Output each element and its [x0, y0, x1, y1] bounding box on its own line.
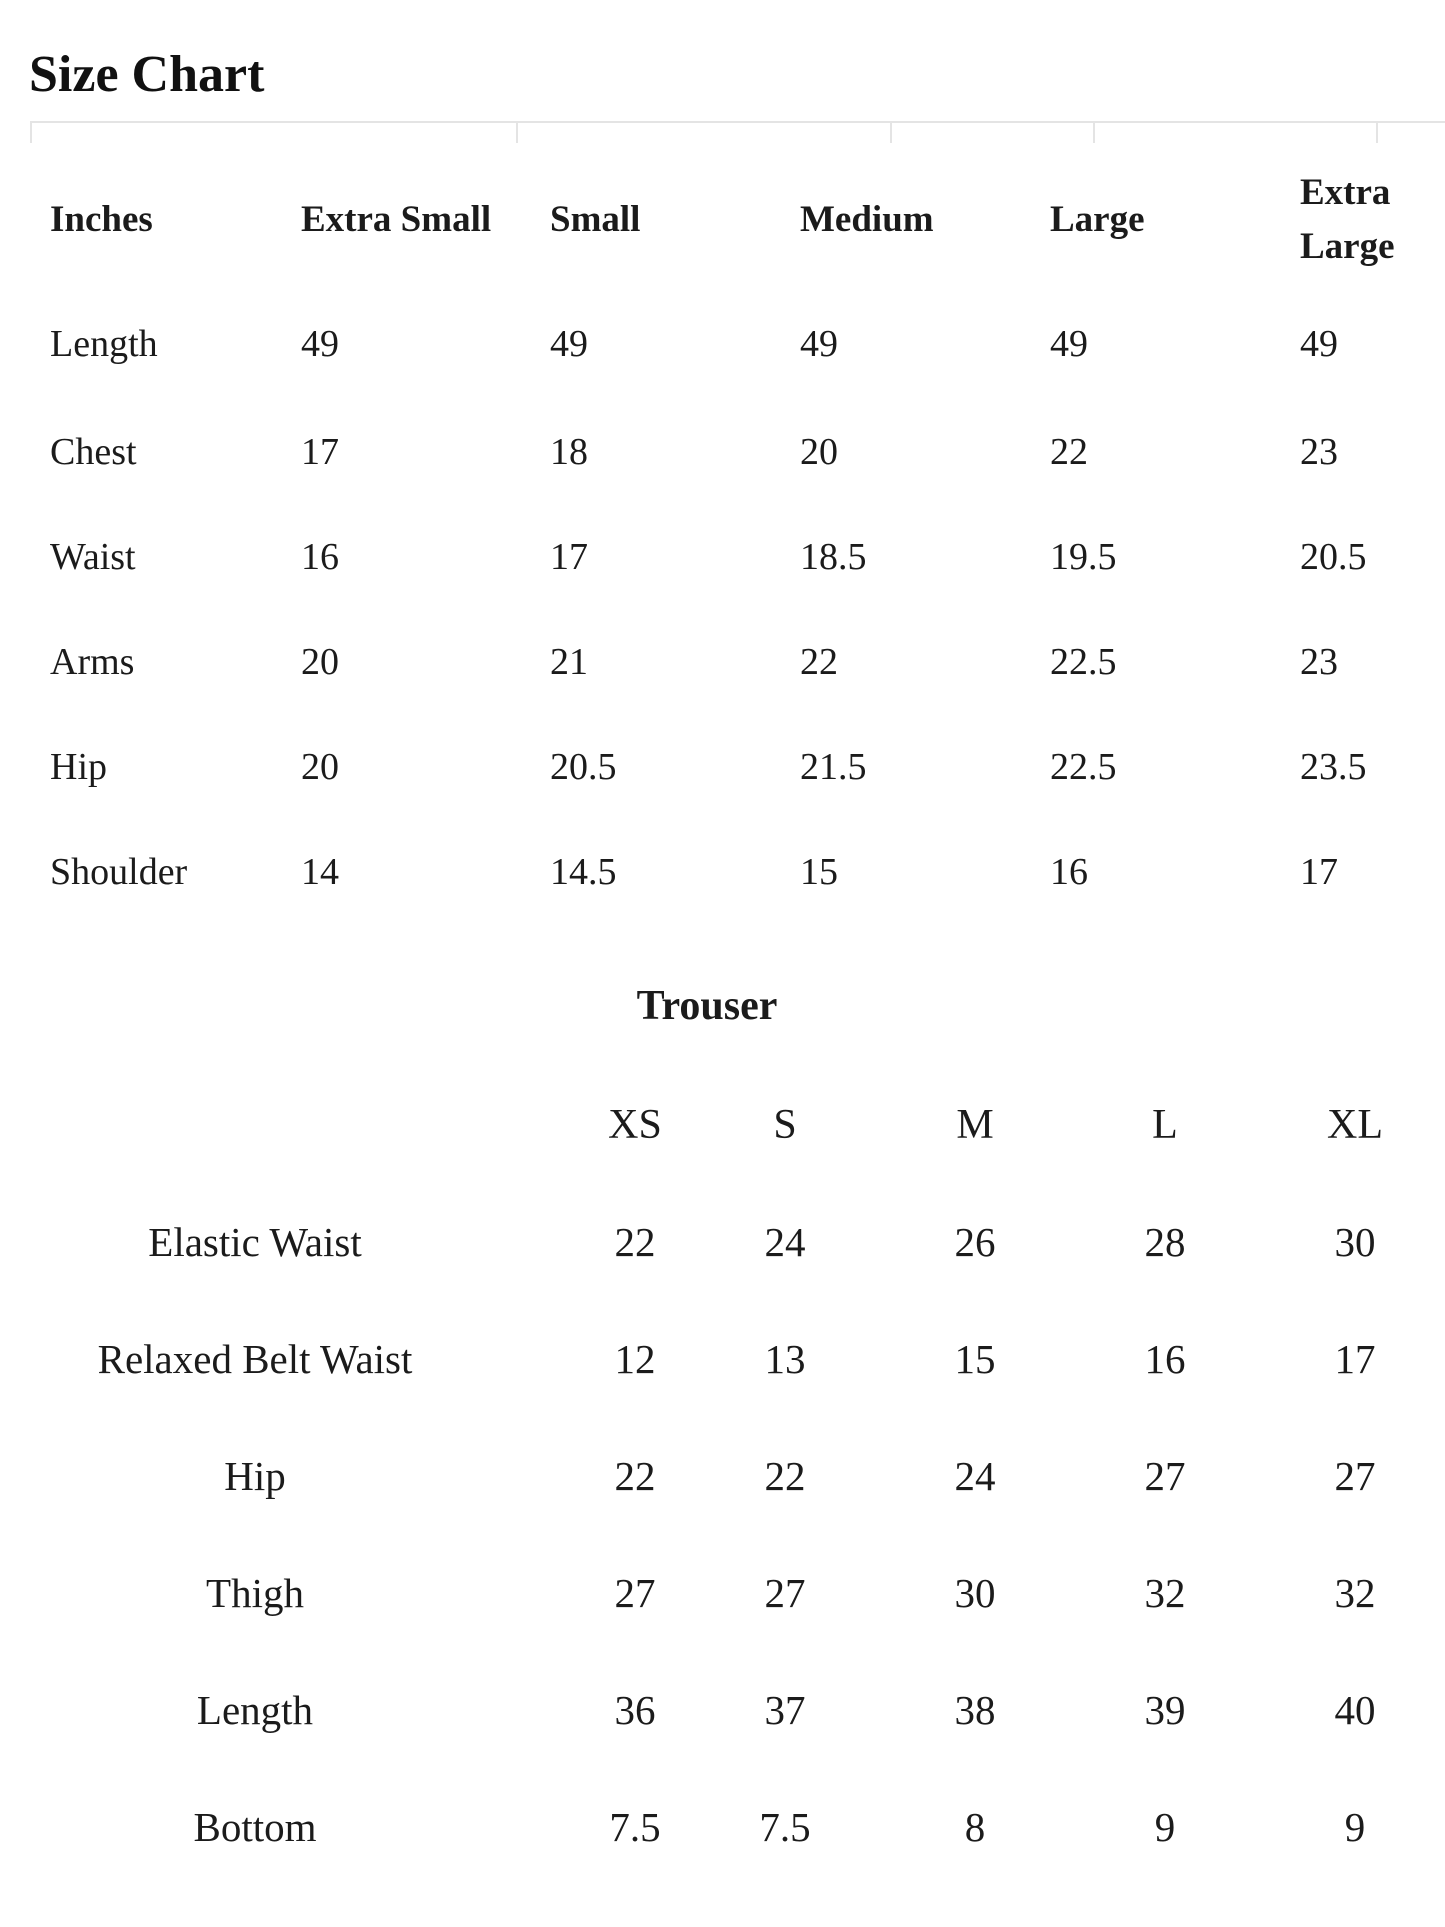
trouser-header-s: S	[773, 1101, 797, 1148]
table-cell: 22	[1050, 430, 1088, 473]
table-cell: 23	[1300, 430, 1338, 473]
table-row	[0, 1183, 1445, 1300]
column-divider	[1376, 121, 1378, 143]
table-cell: 49	[301, 323, 339, 366]
row-label: Length	[196, 1686, 314, 1733]
table-cell: 16	[1050, 850, 1088, 893]
table-row	[0, 610, 1445, 715]
table-cell: 13	[764, 1335, 806, 1382]
row-label: Elastic Waist	[148, 1218, 362, 1265]
table-row	[0, 1768, 1445, 1885]
table-cell: 8	[964, 1803, 986, 1850]
table-cell: 27	[1334, 1452, 1376, 1499]
table-top-border	[30, 121, 1445, 123]
row-label: Chest	[50, 430, 137, 473]
table-cell: 20	[301, 640, 339, 683]
table-cell: 17	[1334, 1335, 1376, 1382]
table-cell: 9	[1344, 1803, 1366, 1850]
table-cell: 37	[764, 1686, 806, 1733]
size-header-small: Small	[550, 199, 641, 241]
table-cell: 18	[550, 430, 588, 473]
table-cell: 27	[764, 1569, 806, 1616]
table-cell: 19.5	[1050, 535, 1117, 578]
table-row	[0, 505, 1445, 610]
table-cell: 49	[800, 323, 838, 366]
table-cell: 15	[800, 850, 838, 893]
table-cell: 17	[550, 535, 588, 578]
row-label: Waist	[50, 535, 136, 578]
size-header-medium: Medium	[800, 199, 934, 241]
row-label: Bottom	[193, 1803, 317, 1850]
table-row	[0, 1534, 1445, 1651]
table-cell: 49	[550, 323, 588, 366]
table-row	[0, 1300, 1445, 1417]
table-cell: 24	[764, 1218, 806, 1265]
size-table-header-row	[0, 150, 1445, 290]
row-label: Length	[50, 323, 158, 366]
column-divider	[890, 121, 892, 143]
table-cell: 32	[1144, 1569, 1186, 1616]
row-label: Hip	[224, 1452, 286, 1499]
size-header-extra-small: Extra Small	[301, 199, 492, 241]
table-cell: 20.5	[550, 745, 617, 788]
table-cell: 28	[1144, 1218, 1186, 1265]
table-cell: 17	[1300, 850, 1338, 893]
size-header-extra-large: Extra Large	[1300, 172, 1395, 267]
size-header-large: Large	[1050, 199, 1145, 241]
table-cell: 7.5	[609, 1803, 661, 1850]
table-cell: 22	[614, 1452, 656, 1499]
table-cell: 39	[1144, 1686, 1186, 1733]
row-label: Relaxed Belt Waist	[97, 1335, 413, 1382]
trouser-header-row	[0, 1066, 1445, 1183]
size-chart-table	[0, 150, 1445, 925]
table-cell: 27	[1144, 1452, 1186, 1499]
column-divider	[516, 121, 518, 143]
table-cell: 26	[954, 1218, 996, 1265]
table-row	[0, 715, 1445, 820]
table-cell: 16	[301, 535, 339, 578]
table-cell: 12	[614, 1335, 656, 1382]
table-cell: 20	[800, 430, 838, 473]
trouser-header-xl: XL	[1327, 1101, 1383, 1148]
row-label: Shoulder	[50, 850, 188, 893]
table-cell: 14	[301, 850, 339, 893]
table-cell: 14.5	[550, 850, 617, 893]
table-cell: 24	[954, 1452, 996, 1499]
table-row	[0, 1651, 1445, 1768]
column-divider	[1093, 121, 1095, 143]
table-cell: 38	[954, 1686, 996, 1733]
table-row	[0, 1417, 1445, 1534]
table-cell: 22.5	[1050, 745, 1117, 788]
table-cell: 49	[1050, 323, 1088, 366]
row-label: Thigh	[206, 1569, 304, 1616]
table-cell: 23	[1300, 640, 1338, 683]
table-cell: 17	[301, 430, 339, 473]
table-cell: 9	[1154, 1803, 1176, 1850]
table-cell: 22	[800, 640, 838, 683]
table-row	[0, 290, 1445, 400]
table-cell: 20	[301, 745, 339, 788]
table-cell: 23.5	[1300, 745, 1367, 788]
table-cell: 22	[764, 1452, 806, 1499]
table-cell: 15	[954, 1335, 996, 1382]
table-cell: 30	[954, 1569, 996, 1616]
table-cell: 21.5	[800, 745, 867, 788]
table-row	[0, 820, 1445, 925]
table-cell: 22.5	[1050, 640, 1117, 683]
size-header-unit: Inches	[50, 199, 153, 241]
table-cell: 32	[1334, 1569, 1376, 1616]
table-cell: 16	[1144, 1335, 1186, 1382]
trouser-header-m: M	[956, 1101, 994, 1148]
trouser-size-table	[0, 1066, 1445, 1885]
table-cell: 27	[614, 1569, 656, 1616]
table-cell: 36	[614, 1686, 656, 1733]
table-cell: 49	[1300, 323, 1338, 366]
table-cell: 40	[1334, 1686, 1376, 1733]
trouser-header-xs: XS	[608, 1101, 662, 1148]
row-label: Hip	[50, 745, 107, 788]
table-row	[0, 400, 1445, 505]
trouser-header-blank	[40, 1066, 470, 1183]
row-label: Arms	[50, 640, 135, 683]
table-cell: 21	[550, 640, 588, 683]
page-title: Size Chart	[29, 46, 265, 103]
column-divider	[30, 121, 32, 143]
table-cell: 22	[614, 1218, 656, 1265]
table-cell: 7.5	[759, 1803, 811, 1850]
table-cell: 20.5	[1300, 535, 1367, 578]
table-cell: 18.5	[800, 535, 867, 578]
trouser-header-l: L	[1152, 1101, 1178, 1148]
trouser-section-title: Trouser	[636, 983, 778, 1029]
table-cell: 30	[1334, 1218, 1376, 1265]
